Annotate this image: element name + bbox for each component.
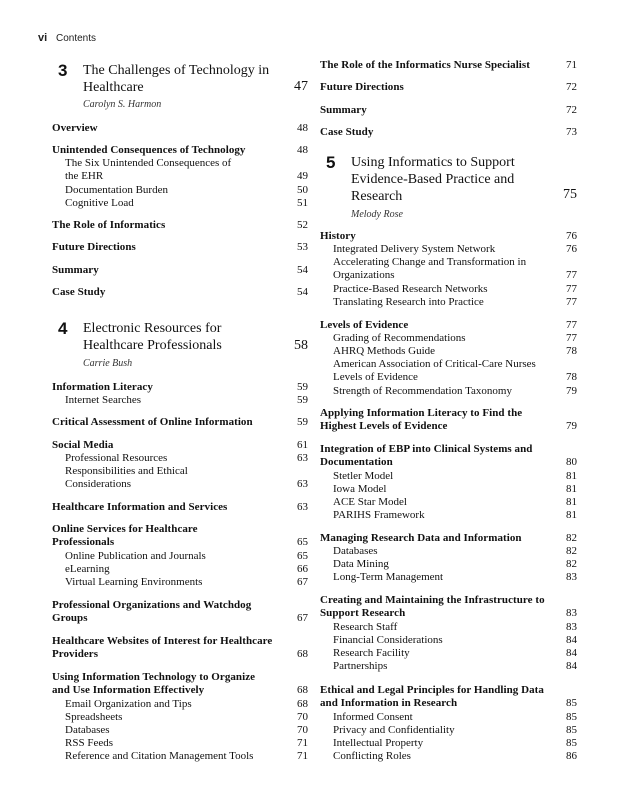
toc-entry[interactable] [320, 724, 577, 737]
toc-entry[interactable] [52, 416, 308, 429]
toc-entry-title: Stetler Model [333, 470, 394, 482]
chapter-title: Using Informatics to Support Evidence-Based Practice and Research [351, 155, 515, 204]
toc-entry-page: 59 [297, 394, 308, 406]
toc-entry[interactable] [52, 750, 308, 763]
toc-entry-title: Cognitive Load [65, 197, 134, 209]
toc-entry[interactable] [52, 737, 308, 750]
toc-entry-page: 63 [297, 478, 308, 491]
toc-entry-title: PARIHS Framework [333, 509, 425, 521]
toc-entry-title: Using Information Technology to Organize and Use Information Effectively [52, 671, 256, 697]
toc-entry-page: 72 [566, 104, 577, 116]
toc-entry-title: Summary [52, 264, 99, 276]
toc-entry-title: Integrated Delivery System Network [333, 243, 496, 255]
toc-entry-title: RSS Feeds [65, 737, 113, 749]
toc-entry-page: 84 [566, 634, 577, 646]
toc-entry[interactable] [52, 563, 308, 576]
toc-entry-title: Online Publication and Journals [65, 550, 206, 562]
toc-entry-title: Translating Research into Practice [333, 296, 484, 308]
chapter-title: Electronic Resources for Healthcare Professionals [83, 321, 222, 353]
toc-entry-page: 78 [566, 371, 577, 384]
toc-entry[interactable] [52, 219, 308, 232]
toc-entry-title: The Six Unintended Consequences of the EHR [65, 157, 232, 183]
toc-entry-title: Critical Assessment of Online Information [52, 416, 253, 428]
toc-entry-page: 79 [566, 385, 577, 397]
toc-entry-title: Databases [333, 545, 378, 557]
toc-entry-title: Strength of Recommendation Taxonomy [333, 385, 512, 397]
toc-entry-title: Research Facility [333, 647, 410, 659]
toc-entry[interactable] [320, 126, 577, 139]
chapter-number: 4 [58, 319, 68, 338]
toc-entry-page: 52 [297, 219, 308, 231]
toc-entry[interactable] [52, 184, 308, 197]
toc-entry-page: 61 [297, 439, 308, 451]
toc-entry-page: 79 [566, 420, 577, 433]
toc-entry[interactable] [320, 256, 577, 283]
toc-entry-title: Online Services for Healthcare Professionals [52, 523, 198, 549]
toc-entry-title: Databases [65, 724, 110, 736]
toc-entry[interactable] [320, 243, 577, 256]
toc-entry-page: 84 [566, 647, 577, 659]
toc-entry-page: 63 [297, 452, 308, 464]
chapter-number: 3 [58, 61, 68, 80]
toc-entry-title: Email Organization and Tips [65, 698, 192, 710]
toc-entry-page: 71 [297, 750, 308, 762]
toc-entry-page: 77 [566, 269, 577, 282]
chapter-author: Carolyn S. Harmon [83, 99, 162, 110]
toc-entry-title: Grading of Recommendations [333, 332, 466, 344]
toc-entry[interactable] [52, 264, 308, 277]
toc-entry-page: 51 [297, 197, 308, 209]
toc-entry-title: Professional Resources [65, 452, 168, 464]
toc-entry-page: 77 [566, 283, 577, 295]
toc-entry-page: 70 [297, 724, 308, 736]
toc-entry-title: Research Staff [333, 621, 398, 633]
toc-entry[interactable] [320, 483, 577, 496]
toc-entry-page: 65 [297, 550, 308, 562]
toc-entry[interactable] [320, 750, 577, 763]
toc-entry-page: 48 [297, 144, 308, 156]
toc-entry-title: eLearning [65, 563, 110, 575]
toc-entry-page: 77 [566, 319, 577, 331]
toc-entry[interactable] [320, 545, 577, 558]
toc-entry-title: Levels of Evidence [320, 319, 409, 331]
toc-entry[interactable] [320, 532, 577, 545]
chapter-page: 47 [294, 79, 308, 94]
toc-entry[interactable] [320, 283, 577, 296]
toc-entry-page: 71 [566, 59, 577, 71]
toc-entry-page: 82 [566, 532, 577, 544]
toc-entry-page: 85 [566, 737, 577, 749]
toc-entry-title: Intellectual Property [333, 737, 424, 749]
toc-entry-title: Responsibilities and Ethical Considerations [65, 465, 188, 491]
toc-entry-title: ACE Star Model [333, 496, 407, 508]
toc-entry-title: Case Study [52, 286, 106, 298]
toc-entry-title: Future Directions [52, 241, 136, 253]
toc-entry-page: 81 [566, 496, 577, 508]
toc-entry-page: 59 [297, 381, 308, 393]
toc-entry-title: Social Media [52, 439, 114, 451]
toc-entry-page: 84 [566, 660, 577, 672]
toc-entry-page: 81 [566, 470, 577, 482]
toc-entry-title: Spreadsheets [65, 711, 123, 723]
toc-entry-page: 66 [297, 563, 308, 575]
toc-entry-page: 54 [297, 286, 308, 298]
toc-entry-page: 83 [566, 621, 577, 633]
toc-entry-page: 65 [297, 536, 308, 549]
chapter-author: Melody Rose [351, 209, 403, 220]
toc-entry-page: 85 [566, 711, 577, 723]
chapter-number: 5 [326, 153, 336, 172]
toc-entry[interactable] [320, 737, 577, 750]
toc-entry-title: Data Mining [333, 558, 389, 570]
toc-entry[interactable] [320, 345, 577, 358]
toc-entry-page: 72 [566, 81, 577, 93]
toc-entry-page: 48 [297, 122, 308, 134]
page-number: vi [38, 32, 48, 44]
toc-entry-page: 73 [566, 126, 577, 138]
toc-entry-page: 68 [297, 698, 308, 710]
toc-entry[interactable] [320, 571, 577, 584]
toc-entry-page: 85 [566, 697, 577, 710]
toc-entry-title: Integration of EBP into Clinical Systems and Documentation [320, 443, 533, 469]
toc-entry[interactable] [52, 671, 308, 698]
toc-entry-title: The Role of Informatics [52, 219, 166, 231]
toc-entry[interactable] [320, 319, 577, 332]
toc-entry[interactable] [320, 496, 577, 509]
toc-entry-page: 77 [566, 332, 577, 344]
toc-entry-title: American Association of Critical-Care Nurses Levels of Evidence [333, 358, 536, 384]
toc-entry[interactable] [52, 439, 308, 452]
toc-entry[interactable] [52, 501, 308, 514]
toc-entry[interactable] [52, 465, 308, 492]
toc-entry[interactable] [320, 358, 577, 385]
toc-entry-title: Professional Organizations and Watchdog Groups [52, 599, 252, 625]
toc-entry[interactable] [320, 296, 577, 309]
toc-entry[interactable] [320, 407, 577, 434]
toc-entry[interactable] [52, 144, 308, 157]
toc-entry[interactable] [320, 230, 577, 243]
toc-entry-page: 83 [566, 607, 577, 620]
toc-entry[interactable] [52, 711, 308, 724]
toc-entry-page: 81 [566, 509, 577, 521]
toc-entry[interactable] [52, 394, 308, 407]
chapter-page: 75 [563, 187, 577, 202]
toc-entry-page: 77 [566, 296, 577, 308]
toc-entry[interactable] [320, 332, 577, 345]
toc-entry[interactable] [320, 509, 577, 522]
toc-entry-page: 67 [297, 612, 308, 625]
toc-entry-page: 82 [566, 558, 577, 570]
toc-entry-page: 71 [297, 737, 308, 749]
toc-entry[interactable] [52, 197, 308, 210]
toc-entry-page: 85 [566, 724, 577, 736]
toc-entry-page: 68 [297, 684, 308, 697]
toc-entry[interactable] [52, 286, 308, 299]
toc-entry-title: AHRQ Methods Guide [333, 345, 436, 357]
toc-entry-title: History [320, 230, 356, 242]
toc-entry-title: Internet Searches [65, 394, 142, 406]
toc-entry[interactable] [52, 635, 308, 662]
toc-entry[interactable] [52, 599, 308, 626]
toc-entry-title: Unintended Consequences of Technology [52, 144, 246, 156]
toc-entry[interactable] [52, 550, 308, 563]
toc-entry-page: 82 [566, 545, 577, 557]
toc-entry[interactable] [320, 558, 577, 571]
toc-entry-title: Reference and Citation Management Tools [65, 750, 254, 762]
toc-entry-title: The Role of the Informatics Nurse Specialist [320, 59, 530, 71]
toc-entry-page: 78 [566, 345, 577, 357]
toc-entry-title: Financial Considerations [333, 634, 443, 646]
toc-entry-title: Creating and Maintaining the Infrastructure to Support Research [320, 594, 545, 620]
toc-entry-page: 53 [297, 241, 308, 253]
toc-entry-title: Case Study [320, 126, 374, 138]
toc-entry-title: Accelerating Change and Transformation in Organizations [333, 256, 527, 282]
toc-entry[interactable] [320, 594, 577, 621]
toc-entry[interactable] [320, 621, 577, 634]
toc-entry-page: 49 [297, 170, 308, 183]
toc-entry-title: Documentation Burden [65, 184, 168, 196]
toc-entry[interactable] [320, 104, 577, 117]
toc-entry-title: Applying Information Literacy to Find the Highest Levels of Evidence [320, 407, 523, 433]
toc-entry[interactable] [320, 443, 577, 470]
toc-entry[interactable] [52, 698, 308, 711]
toc-entry[interactable] [52, 452, 308, 465]
header-title: Contents [55, 33, 96, 44]
toc-entry-page: 63 [297, 501, 308, 513]
toc-entry[interactable] [52, 523, 308, 550]
toc-entry-page: 50 [297, 184, 308, 196]
toc-entry-title: Managing Research Data and Information [320, 532, 522, 544]
toc-entry[interactable] [320, 711, 577, 724]
toc-entry-title: Conflicting Roles [333, 750, 411, 762]
chapter-author: Carrie Bush [83, 358, 133, 369]
toc-entry-page: 83 [566, 571, 577, 583]
toc-entry[interactable] [52, 122, 308, 135]
toc-entry[interactable] [320, 81, 577, 94]
toc-entry[interactable] [320, 385, 577, 398]
chapter-page: 58 [294, 338, 308, 353]
toc-entry-page: 54 [297, 264, 308, 276]
toc-entry[interactable] [52, 241, 308, 254]
toc-entry-title: Informed Consent [333, 711, 413, 723]
toc-entry-title: Healthcare Websites of Interest for Healthcare Providers [52, 635, 273, 661]
chapter-title: The Challenges of Technology in Healthcare [83, 63, 270, 95]
toc-entry-title: Information Literacy [52, 381, 153, 393]
toc-entry-title: Ethical and Legal Principles for Handling Data and Information in Research [320, 684, 544, 710]
toc-entry-page: 76 [566, 230, 577, 242]
toc-entry-page: 70 [297, 711, 308, 723]
toc-entry[interactable] [320, 634, 577, 647]
toc-entry[interactable] [320, 647, 577, 660]
toc-entry-title: Long-Term Management [333, 571, 444, 583]
toc-entry[interactable] [52, 381, 308, 394]
running-header [38, 32, 96, 44]
toc-entry[interactable] [320, 660, 577, 673]
toc-entry-title: Healthcare Information and Services [52, 501, 228, 513]
toc-entry-title: Practice-Based Research Networks [333, 283, 488, 295]
toc-entry[interactable] [52, 576, 308, 589]
toc-entry[interactable] [52, 724, 308, 737]
toc-entry-page: 76 [566, 243, 577, 255]
toc-entry-page: 68 [297, 648, 308, 661]
toc-entry-page: 86 [566, 750, 577, 762]
toc-entry-title: Iowa Model [333, 483, 387, 495]
toc-entry[interactable] [52, 157, 308, 184]
toc-entry[interactable] [320, 59, 577, 72]
toc-entry-title: Partnerships [333, 660, 388, 672]
toc-entry-title: Overview [52, 122, 98, 134]
toc-entry-title: Virtual Learning Environments [65, 576, 203, 588]
toc-entry-title: Future Directions [320, 81, 404, 93]
toc-entry-page: 81 [566, 483, 577, 495]
toc-entry-page: 59 [297, 416, 308, 428]
toc-entry-page: 80 [566, 456, 577, 469]
toc-entry-title: Summary [320, 104, 367, 116]
toc-entry-page: 67 [297, 576, 308, 588]
toc-entry[interactable] [320, 684, 577, 711]
toc-entry-title: Privacy and Confidentiality [333, 724, 455, 736]
toc-entry[interactable] [320, 470, 577, 483]
